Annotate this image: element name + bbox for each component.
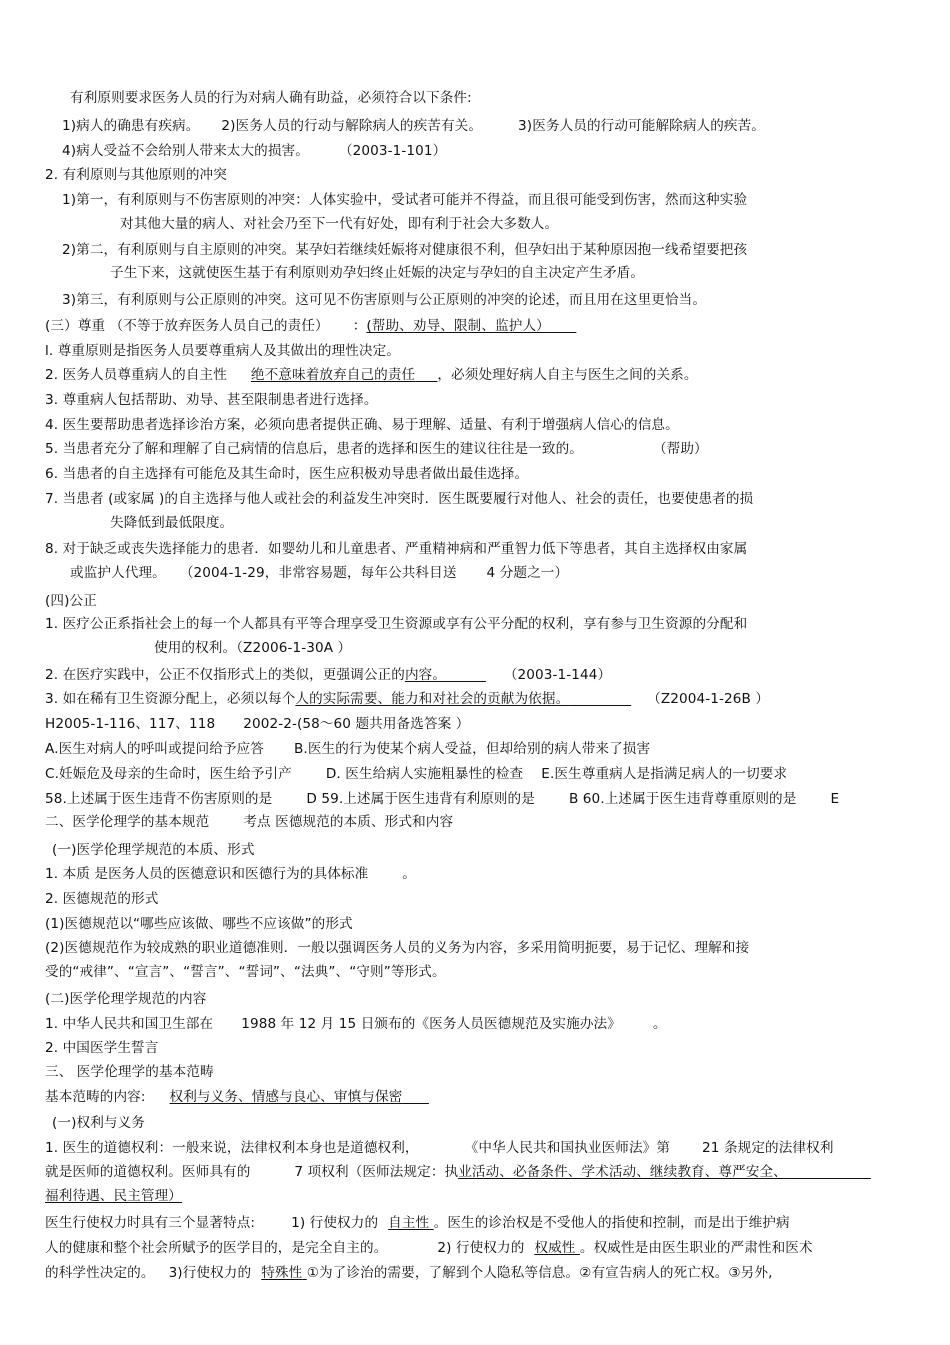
text-span: 2)第二，有利原则与自主原则的冲突。某孕妇若继续妊娠将对健康很不利，但孕妇出于某种原因抱一线希望要把孩 xyxy=(62,242,748,258)
text-span: l. 尊重原则是指医务人员要尊重病人及其做出的理性决定。 xyxy=(45,343,401,359)
text-span: 6. 当患者的自主选择有可能危及其生命时，医生应积极劝导患者做出最佳选择。 xyxy=(45,466,529,482)
text-span: 7. 当患者 (或家属 )的自主选择与他人或社会的利益发生冲突时．医生既要履行对他人、社会的责任，也要使患者的损 xyxy=(45,491,754,507)
section-heading xyxy=(45,990,206,1008)
text-line xyxy=(120,215,558,233)
text-span: (四)公正 xyxy=(45,593,97,609)
text-line xyxy=(45,342,400,360)
text-span: ，必须处理好病人自主与医生之间的关系。 xyxy=(437,367,698,383)
text-span: 。 xyxy=(652,1016,667,1032)
text-line xyxy=(45,690,769,708)
text-line xyxy=(45,1015,667,1033)
text-line xyxy=(45,915,353,933)
text-span: 1)第一，有利原则与不伤害原则的冲突：人体实验中，受试者可能并不得益，而且很可能受到伤害，然而这种实验 xyxy=(62,192,748,208)
text-span: （Z2004-1-26B ） xyxy=(647,691,770,707)
text-line xyxy=(45,416,679,434)
text-line xyxy=(45,1163,871,1181)
text-line xyxy=(45,465,528,483)
text-span: 失降低到最低限度。 xyxy=(110,515,234,531)
text-span: 4 分题之一） xyxy=(486,565,569,581)
underlined-text: 内容。 xyxy=(404,667,447,683)
answer-option-line xyxy=(45,765,787,783)
text-span: 医生行使权力时具有三个显著特点: xyxy=(45,1215,256,1231)
text-span: 《中华人民共和国执业医师法》第 xyxy=(464,1140,671,1156)
underlined-text: 权利与义务、情感与良心、审慎与保密 xyxy=(169,1089,403,1105)
text-line xyxy=(110,264,644,282)
text-line xyxy=(62,241,747,259)
text-span: 。 xyxy=(402,866,416,882)
underlined-text: 绝不意味着放弃自己的责任 xyxy=(250,367,416,383)
text-line xyxy=(62,142,446,160)
text-line xyxy=(45,490,753,508)
text-line xyxy=(45,391,378,409)
underlined-text: 特殊性 xyxy=(261,1265,303,1281)
text-span: 1)病人的确患有疾病。 xyxy=(62,118,200,134)
answer-option: D. 医生给病人实施粗暴性的检查 xyxy=(325,766,524,782)
section-heading xyxy=(45,317,576,335)
underline-blank xyxy=(446,667,486,683)
text-span: 2. 医德规范的形式 xyxy=(45,891,159,907)
text-span: 2. 医务人员尊重病人的自主性 xyxy=(45,367,227,383)
text-line xyxy=(70,89,472,107)
underline-blank xyxy=(787,1164,871,1180)
question-text: B 60.上述属于医生违背尊重原则的是 xyxy=(568,791,797,807)
text-span: 3)医务人员的行动可能解除病人的疾苦。 xyxy=(518,118,765,134)
text-span: 4)病人受益不会给别人带来太大的损害。 xyxy=(62,143,309,159)
text-span: 3)行使权力的 xyxy=(168,1265,252,1281)
answer-option: B.医生的行为使某个病人受益，但却给别的病人带来了损害 xyxy=(294,741,651,757)
answer-option-line xyxy=(45,740,650,758)
text-line xyxy=(45,615,747,633)
text-span: 1. 医生的道德权利：一般来说，法律权利本身也是道德权利， xyxy=(45,1140,419,1156)
text-span: 对其他大量的病人、对社会乃至下一代有好处，即有利于社会大多数人。 xyxy=(120,216,559,232)
section-heading xyxy=(45,592,97,610)
text-span: （2004-1-29，非常容易题，每年公共科目送 xyxy=(179,565,457,581)
text-span: 人的健康和整个社会所赋予的医学目的，是完全自主的。 xyxy=(45,1240,388,1256)
underlined-text: 业活动、必备条件、学术活动、继续教育、尊严安全、 xyxy=(458,1164,787,1180)
underlined-text: 权威性 xyxy=(534,1240,576,1256)
question-text: 58.上述属于医生违背不伤害原则的是 xyxy=(45,791,273,807)
text-line xyxy=(62,191,747,209)
text-span: 3. 如在稀有卫生资源分配上，必须以每个 xyxy=(45,691,296,707)
text-span: 1988 年 12 月 15 日颁布的《医务人员医德规范及实施办法》 xyxy=(241,1016,621,1032)
text-span: 二、医学伦理学的基本规范 xyxy=(45,814,210,830)
text-line xyxy=(45,865,416,883)
text-line xyxy=(45,540,747,558)
section-heading xyxy=(45,1063,214,1081)
section-heading xyxy=(45,166,227,184)
section-heading xyxy=(52,841,255,859)
underline-blank xyxy=(569,691,631,707)
text-span: 21 条规定的法律权利 xyxy=(702,1140,834,1156)
text-span: 1) 行使权力的 xyxy=(291,1215,379,1231)
text-span: 考点 医德规范的本质、形式和内容 xyxy=(243,814,454,830)
text-line xyxy=(45,890,158,908)
text-span: ①为了诊治的需要，了解到个人隐私等信息。②有宣告病人的死亡权。③另外, xyxy=(306,1265,773,1281)
text-line xyxy=(70,564,568,582)
text-line xyxy=(45,1264,773,1282)
text-line xyxy=(45,1088,429,1106)
text-line xyxy=(62,291,706,309)
text-span: （2003-1-144） xyxy=(503,667,612,683)
text-span: 1. 本质 是医务人员的医德意识和医德行为的具体标准 xyxy=(45,866,369,882)
text-span: 1. 中华人民共和国卫生部在 xyxy=(45,1016,214,1032)
text-line xyxy=(45,1214,790,1232)
text-span: 5. 当患者充分了解和理解了自己病情的信息后，患者的选择和医生的建议往往是一致的。 xyxy=(45,441,583,457)
underlined-text: 福利待遇、民主管理） xyxy=(45,1188,182,1204)
text-span: （2003-1-101） xyxy=(338,143,447,159)
answer-option: C.妊娠危及母亲的生命时，医生给予引产 xyxy=(45,766,292,782)
underline-blank xyxy=(402,1089,429,1105)
text-line xyxy=(45,666,611,684)
text-span: (1)医德规范以“哪些应该做、哪些不应该做”的形式 xyxy=(45,916,353,932)
text-span: 2. 有利原则与其他原则的冲突 xyxy=(45,167,227,183)
text-span: 。医生的诊治权是不受他人的指使和控制，而是出于维护病 xyxy=(433,1215,790,1231)
text-line xyxy=(62,117,765,135)
text-span: 2002-2-(58～60 题共用备选答案 ） xyxy=(243,716,470,732)
text-span: (三）尊重 （不等于放弃医务人员自己的责任） xyxy=(45,318,329,334)
text-span: 8. 对于缺乏或丧失选择能力的患者．如婴幼儿和儿童患者、严重精神病和严重智力低下等患者，其自主选择权由家属 xyxy=(45,541,748,557)
text-span: ： xyxy=(352,318,367,334)
answer-option: E.医生尊重病人是指满足病人的一切要求 xyxy=(541,766,788,782)
text-line xyxy=(45,1239,813,1257)
text-span: 2) 行使权力的 xyxy=(437,1240,525,1256)
text-line xyxy=(45,366,698,384)
section-heading xyxy=(52,1114,145,1132)
question-line xyxy=(45,790,839,808)
underline-blank xyxy=(415,367,437,383)
answer-option: A.医生对病人的呼叫或提问给予应答 xyxy=(45,741,264,757)
text-span: 2)医务人员的行动与解除病人的疾苦有关。 xyxy=(221,118,483,134)
text-span: (二)医学伦理学规范的内容 xyxy=(45,991,207,1007)
underlined-text: 人的实际需要、能力和对社会的贡献为依据。 xyxy=(295,691,570,707)
text-span: (一)权利与义务 xyxy=(52,1115,145,1131)
text-span: 7 项权利（医师法规定：执 xyxy=(294,1164,459,1180)
text-span: 基本范畴的内容: xyxy=(45,1089,146,1105)
question-text: D 59.上述属于医生违背有利原则的是 xyxy=(306,791,535,807)
text-line xyxy=(45,440,708,458)
text-span: H2005-1-116、117、118 xyxy=(45,716,216,732)
text-span: 三、 医学伦理学的基本范畴 xyxy=(45,1064,214,1080)
underlined-text: (帮助、劝导、限制、监护人） xyxy=(366,318,550,334)
text-span: 4. 医生要帮助患者选择诊治方案，必须向患者提供正确、易于理解、适量、有利于增强病人信心的信息。 xyxy=(45,417,679,433)
text-line xyxy=(154,639,351,657)
underlined-text: 自主性 xyxy=(388,1215,430,1231)
text-span: 3)第三，有利原则与公正原则的冲突。这可见不伤害原则与公正原则的冲突的论述，而且用在这里更恰当。 xyxy=(62,292,707,308)
section-heading xyxy=(45,813,453,831)
text-span: 子生下来，这就使医生基于有利原则劝孕妇终止妊娠的决定与孕妇的自主决定产生矛盾。 xyxy=(110,265,645,281)
text-span: 2. 中国医学生誓言 xyxy=(45,1040,159,1056)
text-span: 或监护人代理。 xyxy=(70,565,166,581)
text-span: 就是医师的道德权利。医师具有的 xyxy=(45,1164,251,1180)
text-line xyxy=(45,1039,158,1057)
text-line xyxy=(45,963,446,981)
text-line xyxy=(45,1187,182,1205)
text-span: （帮助） xyxy=(652,441,708,457)
text-line xyxy=(110,514,233,532)
text-span: 2. 在医疗实践中，公正不仅指形式上的类似，更强调公正的 xyxy=(45,667,405,683)
text-span: 使用的权利。（Z2006-1-30A ） xyxy=(154,640,352,656)
text-span: (一)医学伦理学规范的本质、形式 xyxy=(52,842,255,858)
text-span: 有利原则要求医务人员的行为对病人确有助益，必须符合以下条件: xyxy=(70,90,472,106)
text-span: 3. 尊重病人包括帮助、劝导、甚至限制患者进行选择。 xyxy=(45,392,378,408)
text-line xyxy=(45,939,749,957)
text-line xyxy=(45,715,469,733)
text-line xyxy=(45,1139,834,1157)
text-span: 1. 医疗公正系指社会上的每一个人都具有平等合理享受卫生资源或享有公平分配的权利，享有参与卫生资源的分配和 xyxy=(45,616,748,632)
underline-blank xyxy=(550,318,577,334)
text-span: (2)医德规范作为较成熟的职业道德准则．一般以强调医务人员的义务为内容，多采用简明扼要，易于记忆、理解和接 xyxy=(45,940,750,956)
text-span: 受的“戒律”、“宣言”、“誓言”、“誓词”、“法典”、“守则”等形式。 xyxy=(45,964,446,980)
text-span: 的科学性决定的。 xyxy=(45,1265,155,1281)
text-span: 。权威性是由医生职业的严肃性和医术 xyxy=(579,1240,813,1256)
answer-letter: E xyxy=(830,791,840,807)
